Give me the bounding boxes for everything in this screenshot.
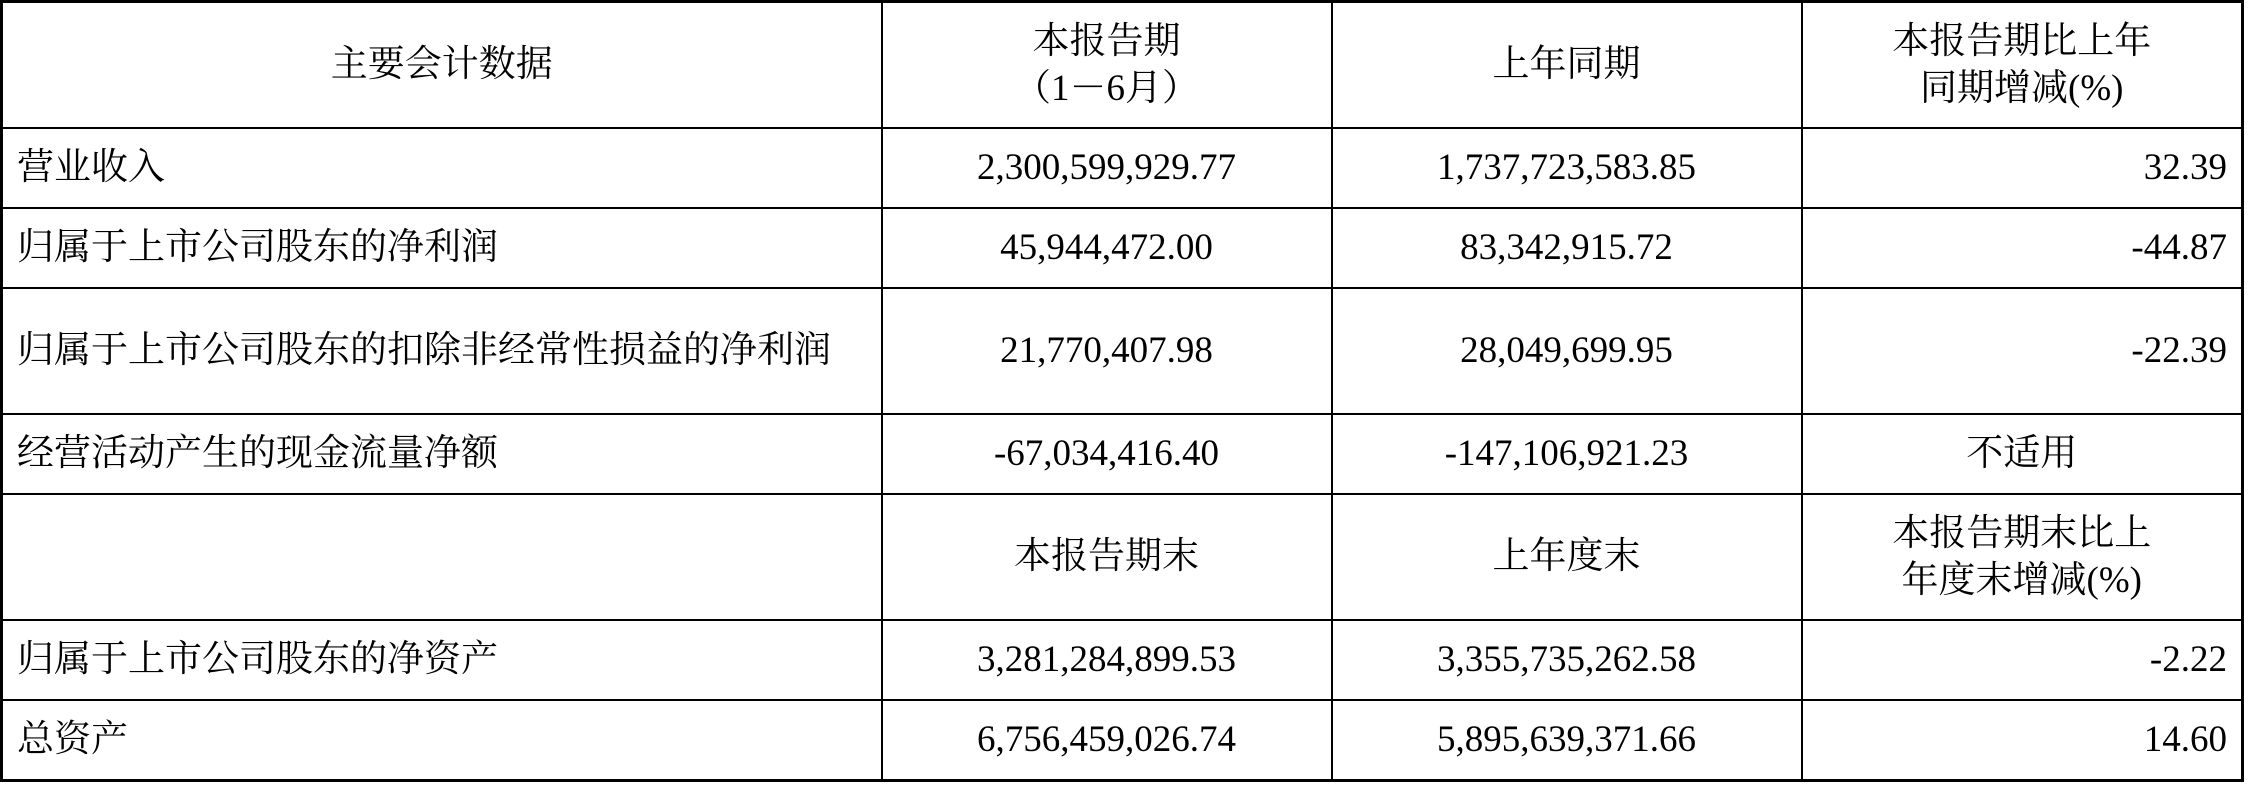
- table-row: [2, 620, 2243, 700]
- row-label: 经营活动产生的现金流量净额: [2, 414, 882, 494]
- table-subheader-row: [2, 494, 2243, 620]
- row-label: 归属于上市公司股东的净利润: [2, 208, 882, 288]
- header-change-line2: 同期增减(%): [1920, 68, 2124, 109]
- row-current-value: 21,770,407.98: [882, 288, 1332, 414]
- row-previous-value: 5,895,639,371.66: [1332, 700, 1802, 781]
- header-cell-change: [1802, 2, 2243, 129]
- row-change-value: -44.87: [1802, 208, 2243, 288]
- row-current-value: 45,944,472.00: [882, 208, 1332, 288]
- table-header-row: [2, 2, 2243, 129]
- row-change-value: 不适用: [1802, 414, 2243, 494]
- header-prior-period-label: 上年同期: [1492, 44, 1641, 86]
- row-change-value: 14.60: [1802, 700, 2243, 781]
- row-previous-value: 1,737,723,583.85: [1332, 128, 1802, 208]
- subheader-prior-year-end-label: 上年度末: [1492, 536, 1641, 578]
- header-cell-prior-period: [1332, 2, 1802, 129]
- subheader-period-end-label: 本报告期末: [1014, 536, 1199, 578]
- row-change-value: -22.39: [1802, 288, 2243, 414]
- subheader-cell-empty: [2, 494, 882, 620]
- row-previous-value: 28,049,699.95: [1332, 288, 1802, 414]
- header-cell-current-period: [882, 2, 1332, 129]
- table-row: [2, 288, 2243, 414]
- header-current-period-line2: （1－6月）: [1014, 68, 1199, 109]
- row-label: 归属于上市公司股东的净资产: [2, 620, 882, 700]
- subheader-cell-period-end: [882, 494, 1332, 620]
- subheader-cell-prior-year-end: [1332, 494, 1802, 620]
- row-previous-value: 3,355,735,262.58: [1332, 620, 1802, 700]
- subheader-cell-change: [1802, 494, 2243, 620]
- header-metric-label: 主要会计数据: [330, 44, 553, 86]
- row-label: 总资产: [2, 700, 882, 781]
- row-change-value: 32.39: [1802, 128, 2243, 208]
- header-change-line1: 本报告期比上年: [1892, 20, 2152, 62]
- row-current-value: -67,034,416.40: [882, 414, 1332, 494]
- table-row: [2, 208, 2243, 288]
- row-label: 归属于上市公司股东的扣除非经常性损益的净利润: [2, 288, 882, 414]
- table-row: [2, 414, 2243, 494]
- row-current-value: 3,281,284,899.53: [882, 620, 1332, 700]
- subheader-change-line1: 本报告期末比上: [1892, 512, 2152, 554]
- row-current-value: 2,300,599,929.77: [882, 128, 1332, 208]
- row-previous-value: -147,106,921.23: [1332, 414, 1802, 494]
- header-cell-metric: [2, 2, 882, 129]
- row-previous-value: 83,342,915.72: [1332, 208, 1802, 288]
- header-current-period-line1: 本报告期: [1032, 20, 1181, 62]
- row-label: 营业收入: [2, 128, 882, 208]
- row-change-value: -2.22: [1802, 620, 2243, 700]
- table-row: [2, 128, 2243, 208]
- row-current-value: 6,756,459,026.74: [882, 700, 1332, 781]
- table-row: [2, 700, 2243, 781]
- subheader-change-line2: 年度末增减(%): [1901, 560, 2142, 601]
